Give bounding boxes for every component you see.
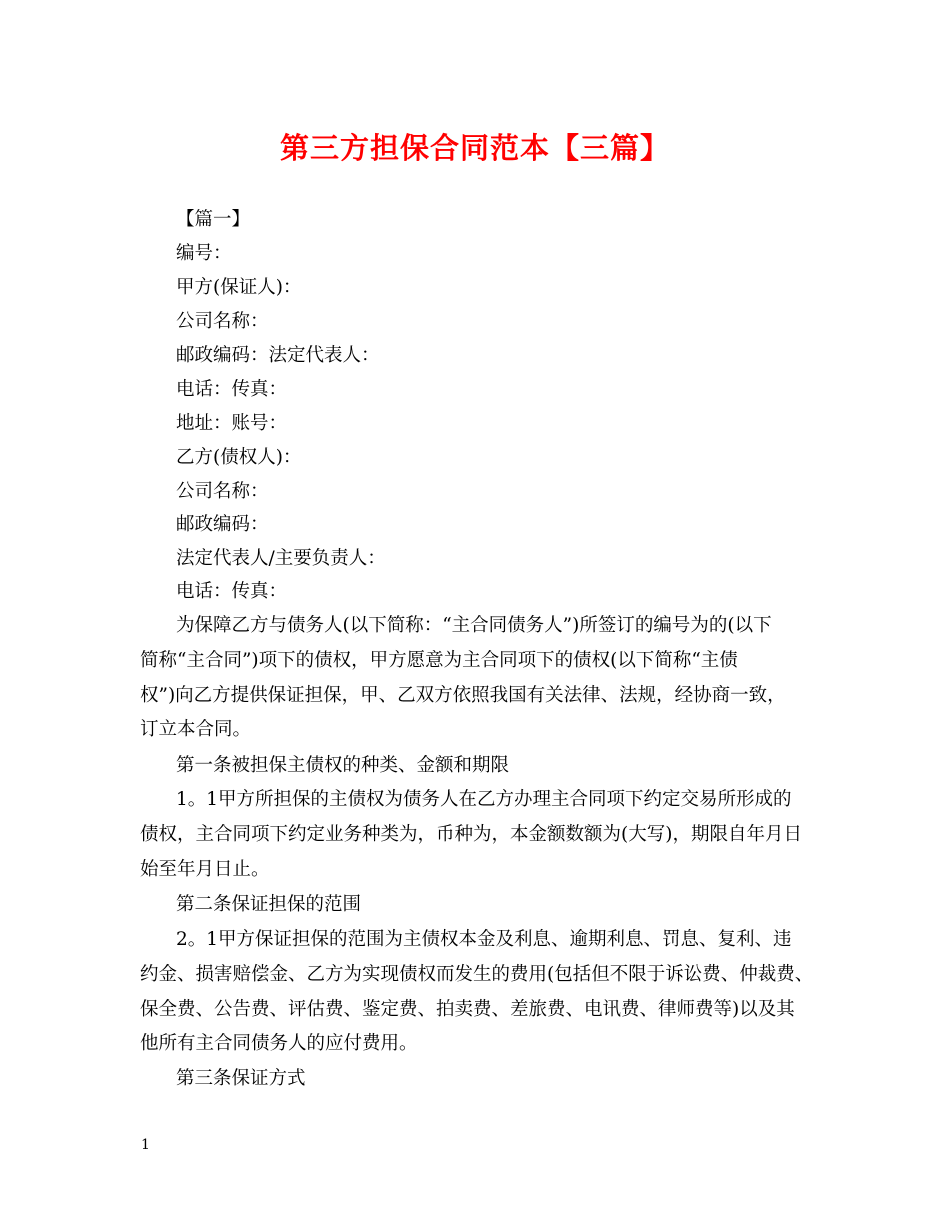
- article-1-text: 始至年月日止。: [140, 859, 270, 880]
- party-a-address-account: 地址：账号：: [176, 413, 288, 434]
- article-3-heading: 第三条保证方式: [176, 1068, 306, 1089]
- preamble-line: 订立本合同。: [140, 719, 252, 740]
- article-2-heading: 第二条保证担保的范围: [176, 894, 362, 915]
- party-a-phone-fax: 电话：传真：: [176, 379, 288, 400]
- article-2-text: 约金、损害赔偿金、乙方为实现债权而发生的费用(包括但不限于诉讼费、仲裁费、: [140, 964, 814, 985]
- party-b-company: 公司名称：: [176, 481, 269, 502]
- preamble-line: 为保障乙方与债务人(以下简称：“主合同债务人”)所签订的编号为的(以下: [176, 615, 772, 636]
- party-b-representative: 法定代表人/主要负责人：: [176, 548, 386, 569]
- section-heading: 【篇一】: [176, 209, 251, 230]
- page-number: 1: [141, 1137, 150, 1153]
- preamble-line: 权”)向乙方提供保证担保，甲、乙双方依照我国有关法律、法规，经协商一致，: [140, 685, 786, 706]
- preamble-line: 简称“主合同”)项下的债权，甲方愿意为主合同项下的债权(以下简称“主债: [140, 650, 738, 671]
- article-2-text: 保全费、公告费、评估费、鉴定费、拍卖费、差旅费、电讯费、律师费等)以及其: [140, 999, 795, 1020]
- party-a-postcode-representative: 邮政编码：法定代表人：: [176, 345, 380, 366]
- article-1-text: 债权，主合同项下约定业务种类为，币种为，本金额数额为(大写)，期限自年月日: [140, 824, 802, 845]
- party-a-heading: 甲方(保证人)：: [176, 277, 302, 298]
- document-title: 第三方担保合同范本【三篇】: [279, 131, 670, 165]
- article-1-text: 1。1甲方所担保的主债权为债务人在乙方办理主合同项下约定交易所形成的: [176, 789, 792, 810]
- field-number: 编号：: [176, 243, 232, 264]
- party-b-heading: 乙方(债权人)：: [176, 447, 302, 468]
- article-1-heading: 第一条被担保主债权的种类、金额和期限: [176, 755, 510, 776]
- party-b-phone-fax: 电话：传真：: [176, 581, 288, 602]
- party-a-company: 公司名称：: [176, 311, 269, 332]
- article-2-text: 他所有主合同债务人的应付费用。: [140, 1033, 418, 1054]
- article-2-text: 2。1甲方保证担保的范围为主债权本金及利息、逾期利息、罚息、复利、违: [176, 929, 792, 950]
- party-b-postcode: 邮政编码：: [176, 514, 269, 535]
